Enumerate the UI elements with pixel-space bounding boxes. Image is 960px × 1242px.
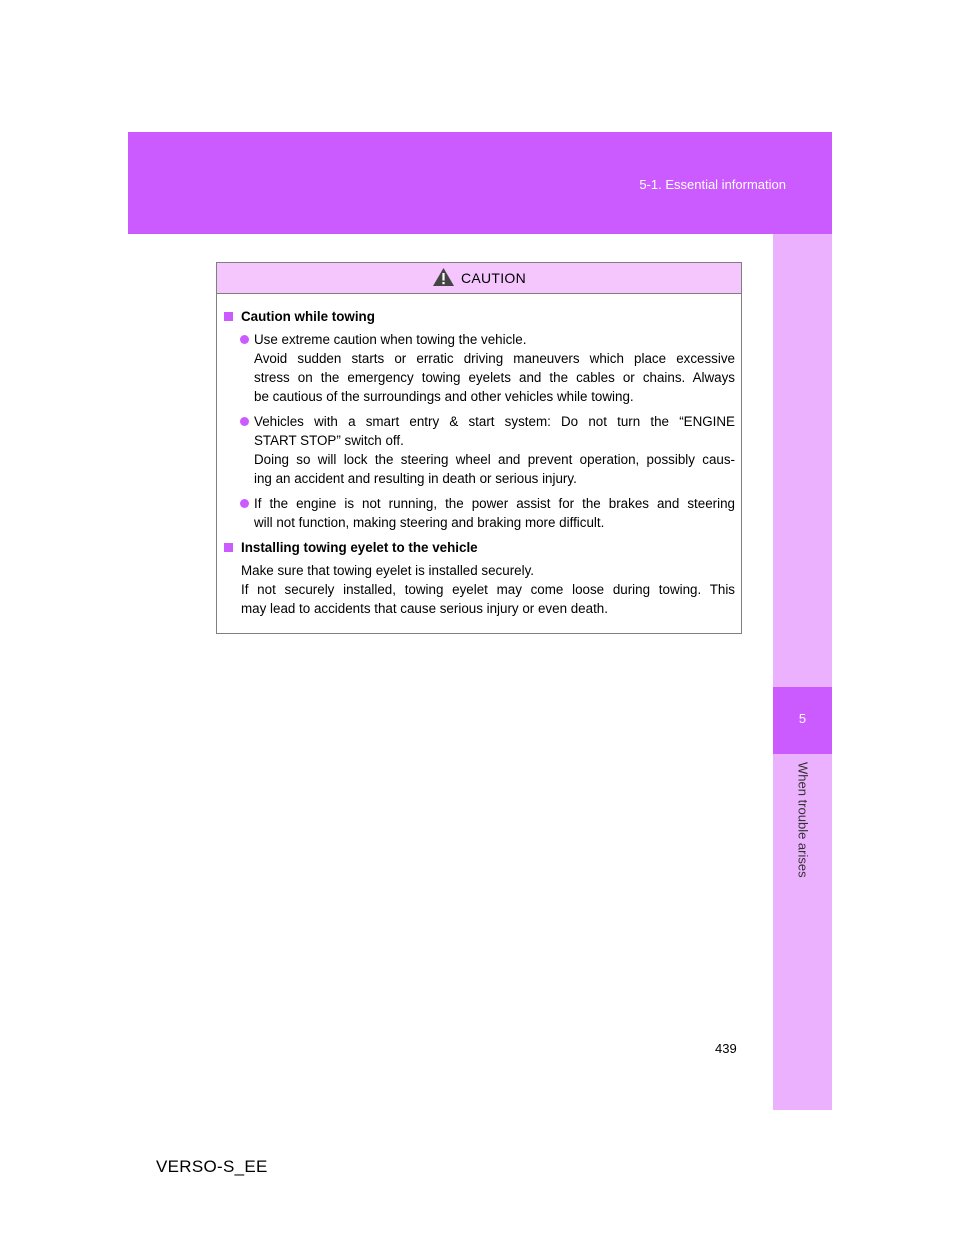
section-heading [224, 538, 735, 557]
caution-box [216, 262, 742, 634]
list-item [224, 494, 735, 532]
item-text-line: Use extreme caution when towing the vehicle. [254, 332, 527, 347]
round-bullet-icon [240, 335, 249, 344]
chapter-title: When trouble arises [795, 762, 811, 878]
section-heading [224, 307, 735, 326]
paragraph-text-line: Make sure that towing eyelet is installed securely. [241, 563, 534, 578]
caution-header [217, 263, 741, 294]
paragraph-text-line: If not securely installed, towing eyelet may come loose during towing. This [241, 582, 735, 597]
caution-body [217, 294, 741, 618]
footer-model-code: VERSO-S_EE [156, 1157, 268, 1176]
chapter-tab [773, 687, 832, 754]
paragraph-text-line: may lead to accidents that cause serious injury or even death. [241, 601, 608, 616]
square-bullet-icon [224, 312, 233, 321]
header-band [128, 132, 832, 234]
square-bullet-icon [224, 543, 233, 552]
section-paragraph [224, 561, 735, 618]
item-text-line: START STOP” switch off. [254, 433, 404, 448]
item-text-line: be cautious of the surroundings and other vehicles while towing. [254, 389, 634, 404]
item-text-line: stress on the emergency towing eyelets and the cables or chains. Always [254, 370, 735, 385]
item-text-line: If the engine is not running, the power assist for the brakes and steering [254, 496, 735, 511]
item-text-line: Vehicles with a smart entry & start system: Do not turn the “ENGINE [254, 414, 735, 429]
caution-title: CAUTION [460, 270, 527, 286]
section-title: 5-1. Essential information [639, 177, 786, 192]
section-heading-text: Caution while towing [241, 309, 375, 324]
round-bullet-icon [240, 499, 249, 508]
warning-triangle-icon [432, 267, 455, 287]
page-number: 439 [715, 1041, 737, 1056]
chapter-number: 5 [798, 711, 807, 726]
item-text-line: ing an accident and resulting in death or serious injury. [254, 471, 577, 486]
list-item [224, 330, 735, 406]
side-index-strip [773, 234, 832, 1110]
round-bullet-icon [240, 417, 249, 426]
list-item [224, 412, 735, 488]
item-text-line: will not function, making steering and braking more difficult. [254, 515, 605, 530]
item-text-line: Avoid sudden starts or erratic driving maneuvers which place excessive [254, 351, 735, 366]
section-heading-text: Installing towing eyelet to the vehicle [241, 540, 478, 555]
item-text-line: Doing so will lock the steering wheel and prevent operation, possibly caus- [254, 452, 735, 467]
